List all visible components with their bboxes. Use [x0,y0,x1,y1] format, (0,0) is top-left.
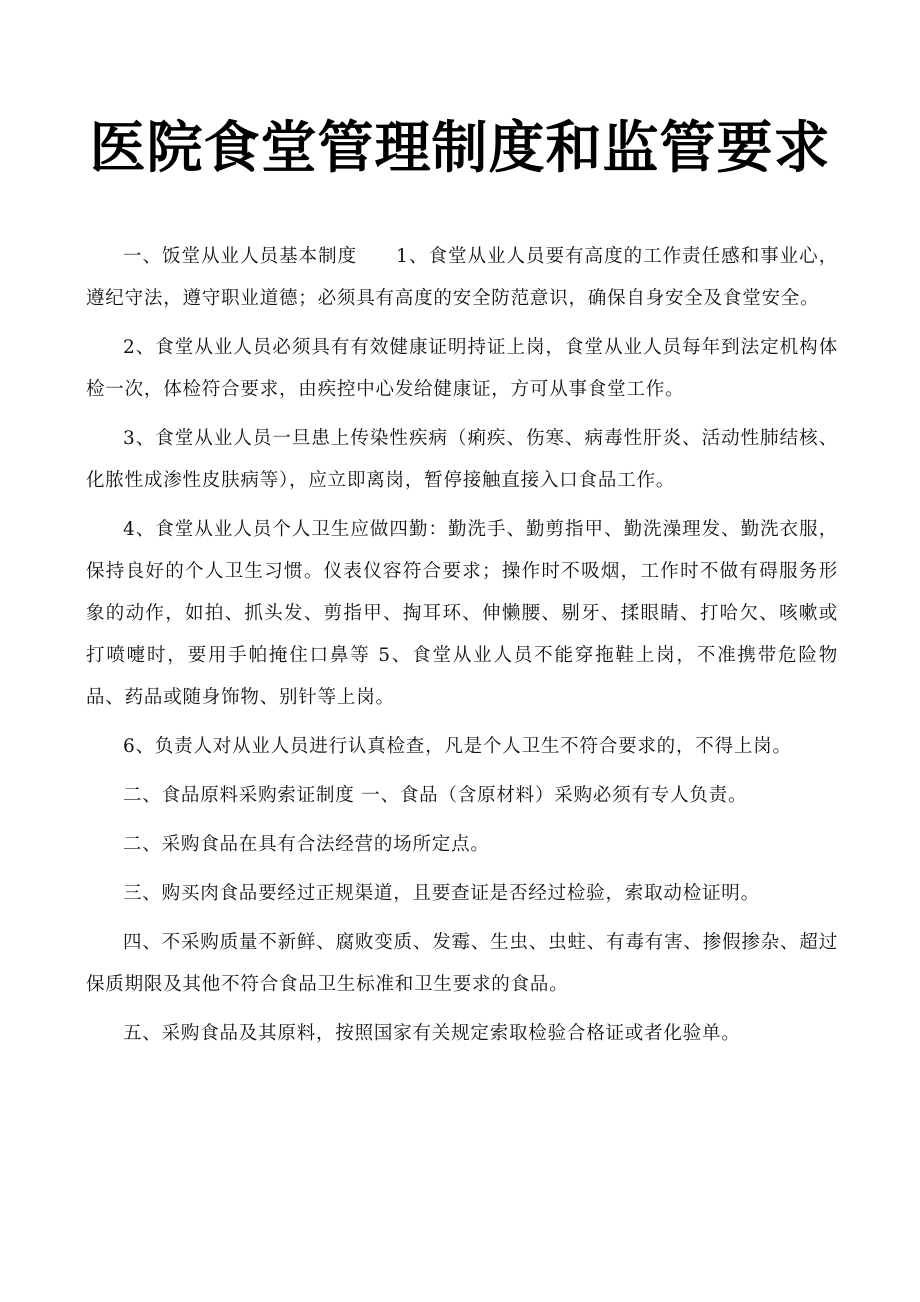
paragraph-staff-rules-4: 4、食堂从业人员个人卫生应做四勤：勤洗手、勤剪指甲、勤洗澡理发、勤洗衣服，保持良好的个人卫生习惯。仪表仪容符合要求；操作时不吸烟，工作时不做有碍服务形象的动作，如拍、抓头发、剪指甲、掏耳环、伸懒腰、剔牙、揉眼睛、打哈欠、咳嗽或打喷嚏时，要用手帕掩住口鼻等 5、食堂从业人员不能穿拖鞋上岗，不准携带危险物品、药品或随身饰物、别针等上岗。 [86,519,838,708]
document-body [86,236,838,1055]
page-title: 医院食堂管理制度和监管要求 [89,115,831,181]
paragraph-purchase-rules-5: 五、采购食品及其原料，按照国家有关规定索取检验合格证或者化验单。 [123,1023,741,1044]
paragraph-staff-rules-2: 2、食堂从业人员必须具有有效健康证明持证上岗，食堂从业人员每年到法定机构体检一次，体检符合要求，由疾控中心发给健康证，方可从事食堂工作。 [86,337,838,400]
paragraph-purchase-rules-4: 四、不采购质量不新鲜、腐败变质、发霉、生虫、虫蛀、有毒有害、掺假掺杂、超过保质期限及其他不符合食品卫生标准和卫生要求的食品。 [86,932,838,995]
paragraph-staff-rules-3: 3、食堂从业人员一旦患上传染性疾病（痢疾、伤寒、病毒性肝炎、活动性肺结核、化脓性成渗性皮肤病等），应立即离岗，暂停接触直接入口食品工作。 [86,428,838,491]
paragraph-purchase-rules-1: 二、食品原料采购索证制度 一、食品（含原材料）采购必须有专人负责。 [123,785,748,806]
paragraph-staff-rules-1: 一、饭堂从业人员基本制度 1、食堂从业人员要有高度的工作责任感和事业心，遵纪守法，遵守职业道德；必须具有高度的安全防范意识，确保自身安全及食堂安全。 [86,246,838,309]
paragraph-purchase-rules-3: 三、购买肉食品要经过正规渠道，且要查证是否经过检验，索取动检证明。 [123,883,760,904]
paragraph-staff-rules-6: 6、负责人对从业人员进行认真检查，凡是个人卫生不符合要求的，不得上岗。 [123,736,792,757]
paragraph-purchase-rules-2: 二、采购食品在具有合法经营的场所定点。 [123,834,490,855]
